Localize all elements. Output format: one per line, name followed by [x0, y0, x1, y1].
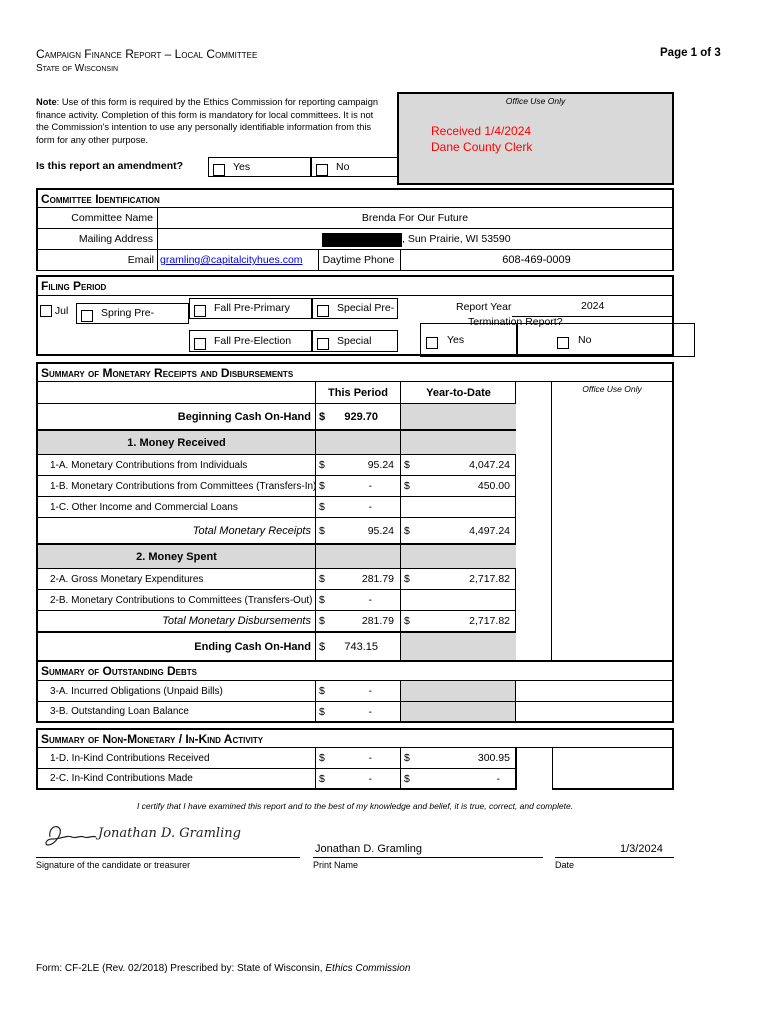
email-link[interactable]: gramling@capitalcityhues.com [160, 254, 303, 266]
print-name-value[interactable]: Jonathan D. Gramling [315, 843, 422, 855]
dollar-sign: $ [404, 573, 410, 585]
total-disbursements-ytd[interactable]: 2,717.82 [469, 615, 510, 627]
certification-text: I certify that I have examined this report and to the best of my knowledge and belief, it is true, correct, and complete. [136, 801, 574, 811]
note-label: Note [36, 97, 57, 107]
spent-row-2a [36, 569, 516, 590]
dollar-sign: $ [319, 594, 325, 606]
dollar-sign: $ [319, 752, 325, 764]
summary-office-use-column [552, 382, 674, 662]
ytd-amount[interactable]: - [496, 772, 500, 785]
dollar-sign: $ [319, 573, 325, 585]
termination-yes-label: Yes [447, 334, 465, 346]
fall-pre-election-checkbox[interactable] [194, 338, 206, 350]
received-row-1a [36, 455, 516, 476]
summary-office-use-label: Office Use Only [582, 384, 642, 394]
dollar-sign: $ [319, 501, 325, 513]
ending-cash-dollar: $ [319, 640, 326, 653]
period-amount[interactable]: - [368, 685, 372, 697]
row-label: 1-A. Monetary Contributions from Individuals [38, 455, 316, 475]
inkind-row-2c [36, 769, 516, 790]
amendment-yes-label: Yes [233, 161, 251, 173]
period-amount[interactable]: 95.24 [367, 459, 394, 471]
special-pre-label: Special Pre- [337, 302, 395, 314]
dollar-sign: $ [404, 480, 410, 492]
page-number: Page 1 of 3 [660, 47, 721, 59]
ending-cash-value[interactable]: 743.15 [344, 640, 378, 653]
spring-pre-label: Spring Pre- [101, 307, 155, 319]
period-amount[interactable]: - [368, 705, 372, 718]
jul-checkbox[interactable] [40, 305, 52, 317]
form-subtitle: State of Wisconsin [36, 63, 119, 74]
filing-jul-option[interactable] [40, 305, 68, 317]
amendment-no-checkbox[interactable] [316, 164, 328, 176]
ytd-amount[interactable]: 300.95 [477, 752, 510, 764]
filing-heading: Filing Period [36, 275, 674, 296]
dollar-sign: $ [404, 615, 410, 627]
dollar-sign: $ [319, 772, 325, 785]
period-amount[interactable]: - [368, 594, 372, 606]
email-label: Email [127, 254, 154, 266]
total-disbursements-period[interactable]: 281.79 [361, 615, 394, 627]
debt-row-3a [36, 681, 674, 702]
ending-cash-row [36, 633, 516, 660]
spring-pre-box[interactable] [76, 303, 189, 324]
received-row-1c [36, 497, 516, 518]
ytd-header: Year-to-Date [426, 386, 491, 399]
beginning-cash-dollar: $ [319, 410, 326, 423]
received-stamp-date: Received 1/4/2024 [431, 124, 532, 138]
special-pre-checkbox[interactable] [317, 305, 329, 317]
row-label: 2-C. In-Kind Contributions Made [38, 769, 316, 788]
fall-pre-primary-label: Fall Pre-Primary [214, 302, 290, 314]
committee-name-row [36, 208, 674, 229]
total-disbursements-row [36, 611, 516, 633]
signature-text: Jonathan D. Gramling [98, 826, 241, 841]
special-pre-box[interactable] [312, 298, 398, 319]
money-spent-heading-row [36, 545, 516, 569]
report-year-value[interactable]: 2024 [581, 300, 605, 312]
row-label: 2-A. Gross Monetary Expenditures [38, 569, 316, 589]
jul-label: Jul [54, 305, 69, 317]
total-disbursements-label: Total Monetary Disbursements [38, 611, 316, 631]
ytd-amount[interactable]: 2,717.82 [469, 573, 510, 585]
handwritten-signature [42, 815, 241, 855]
dollar-sign: $ [319, 459, 325, 471]
dollar-sign: $ [404, 752, 410, 764]
ytd-amount[interactable]: 450.00 [477, 480, 510, 492]
footer-form-text: Form: CF-2LE (Rev. 02/2018) Prescribed by: State of Wisconsin, [36, 963, 326, 974]
special-box[interactable] [312, 330, 398, 352]
inkind-row-1d [36, 748, 516, 769]
summary-column-header-row [36, 382, 516, 404]
committee-heading: Committee Identification [36, 188, 674, 208]
ending-cash-label: Ending Cash On-Hand [38, 633, 316, 660]
amendment-question: Is this report an amendment? [36, 160, 184, 172]
footer-agency: Ethics Commission [325, 963, 411, 974]
row-label: 2-B. Monetary Contributions to Committees (Transfers-Out) [38, 590, 316, 610]
total-receipts-ytd[interactable]: 4,497.24 [469, 524, 510, 537]
signature-graphic [42, 815, 241, 855]
special-checkbox[interactable] [317, 338, 329, 350]
beginning-cash-value[interactable]: 929.70 [344, 410, 378, 423]
summary-heading: Summary of Monetary Receipts and Disbursements [36, 362, 674, 382]
committee-name-value[interactable]: Brenda For Our Future [361, 212, 469, 224]
period-amount[interactable]: 281.79 [361, 573, 394, 585]
mailing-address-row [36, 229, 674, 250]
period-amount[interactable]: - [368, 772, 372, 785]
phone-value[interactable]: 608-469-0009 [502, 254, 571, 266]
form-footer [36, 963, 410, 974]
signature-label: Signature of the candidate or treasurer [36, 860, 191, 870]
amendment-yes-checkbox[interactable] [213, 164, 225, 176]
note-body: : Use of this form is required by the Ethics Commission for reporting campaign finance activity. Completion of this form is mandatory for local committees. It is not the Commission's intention to use any personally identifiable information from this form for any other purpose. [36, 97, 379, 145]
spring-pre-checkbox[interactable] [81, 310, 93, 322]
this-period-header: This Period [316, 382, 401, 403]
print-name-label: Print Name [313, 860, 359, 870]
beginning-cash-row [36, 404, 516, 431]
received-stamp-clerk: Dane County Clerk [431, 140, 533, 154]
termination-yes-checkbox[interactable] [426, 337, 438, 349]
form-title: Campaign Finance Report – Local Committee [36, 47, 258, 61]
office-use-label: Office Use Only [505, 96, 566, 106]
dollar-sign: $ [319, 705, 325, 718]
period-amount[interactable]: - [368, 480, 372, 492]
termination-label: Termination Report? [468, 316, 563, 328]
period-amount[interactable]: - [368, 501, 372, 513]
dollar-sign: $ [319, 480, 325, 492]
amendment-no-label: No [336, 161, 350, 173]
ytd-amount[interactable]: 4,047.24 [469, 459, 510, 471]
money-spent-heading: 2. Money Spent [38, 545, 316, 568]
mailing-address-value[interactable]: , Sun Prairie, WI 53590 [402, 233, 511, 245]
period-amount[interactable]: - [368, 752, 372, 764]
row-label: 3-A. Incurred Obligations (Unpaid Bills) [38, 681, 316, 701]
special-label: Special [337, 335, 372, 347]
committee-name-label: Committee Name [38, 208, 158, 228]
total-receipts-period[interactable]: 95.24 [367, 524, 394, 537]
row-label: 1-C. Other Income and Commercial Loans [38, 497, 316, 517]
report-year-label: Report Year [456, 301, 512, 313]
redacted-address-bar [322, 233, 402, 247]
total-receipts-row [36, 518, 516, 545]
debts-heading: Summary of Outstanding Debts [36, 660, 674, 681]
total-receipts-label: Total Monetary Receipts [38, 518, 316, 543]
beginning-cash-label: Beginning Cash On-Hand [38, 404, 316, 429]
received-row-1b [36, 476, 516, 497]
fall-pre-election-label: Fall Pre-Election [214, 335, 292, 347]
termination-no-box[interactable] [516, 323, 695, 357]
fall-pre-election-box[interactable] [189, 330, 312, 352]
amendment-no-box[interactable] [311, 157, 406, 177]
termination-yes-box[interactable] [420, 323, 518, 357]
row-label: 1-D. In-Kind Contributions Received [38, 748, 316, 768]
date-label: Date [555, 860, 575, 870]
dollar-sign: $ [319, 685, 325, 697]
row-label: 3-B. Outstanding Loan Balance [38, 702, 316, 721]
dollar-sign: $ [404, 524, 410, 537]
dollar-sign: $ [404, 772, 410, 785]
fall-pre-primary-box[interactable] [189, 298, 312, 319]
email-row [36, 250, 674, 271]
dollar-sign: $ [404, 459, 410, 471]
money-received-heading: 1. Money Received [38, 431, 316, 454]
termination-no-label: No [578, 334, 592, 346]
mailing-address-label: Mailing Address [38, 229, 158, 249]
row-label: 1-B. Monetary Contributions from Committees (Transfers-In) [38, 476, 316, 496]
inkind-heading: Summary of Non-Monetary / In-Kind Activity [36, 728, 674, 748]
note-text [36, 96, 386, 146]
signature-date-value[interactable]: 1/3/2024 [620, 843, 663, 855]
fall-pre-primary-checkbox[interactable] [194, 305, 206, 317]
amendment-yes-box[interactable] [208, 157, 311, 177]
money-received-heading-row [36, 431, 516, 455]
termination-no-checkbox[interactable] [557, 337, 569, 349]
dollar-sign: $ [319, 524, 325, 537]
debt-row-3b [36, 702, 674, 723]
dollar-sign: $ [319, 615, 325, 627]
phone-label: Daytime Phone [317, 250, 401, 270]
office-use-box [397, 92, 674, 185]
spent-row-2b [36, 590, 516, 611]
